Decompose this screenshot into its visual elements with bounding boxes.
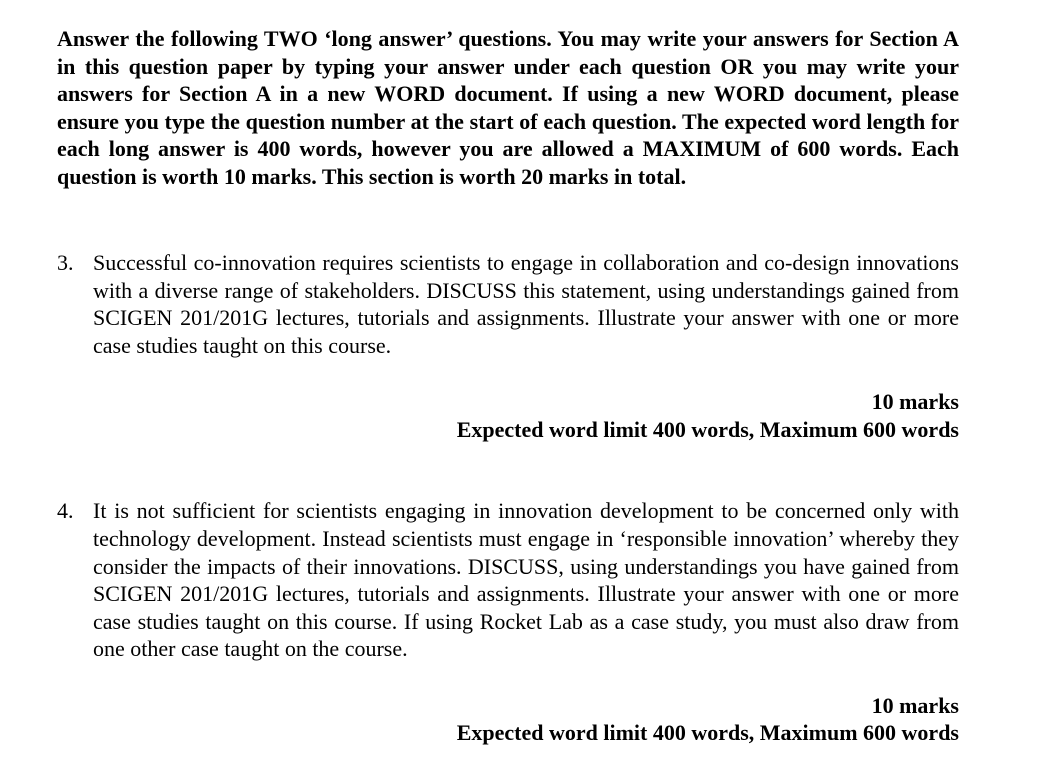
question-text: It is not sufficient for scientists engaging in innovation development to be concerned only with technology development. Instead scientists must engage in ‘responsible innovation’ whereby they consider the impacts of their innovations. DISCUSS, using understandings you have gained from SCIGEN 201/201G lectures, tutorials and assignments. Illustrate your answer with one or more case studies taught on this course. If using Rocket Lab as a case study, you must also draw from one other case taught on the course. bbox=[93, 498, 959, 662]
question-4-marks-block bbox=[57, 692, 959, 747]
word-limit-label: Expected word limit 400 words, Maximum 600 words bbox=[456, 720, 959, 746]
question-text: Successful co-innovation requires scientists to engage in collaboration and co-design innovations with a diverse range of stakeholders. DISCUSS this statement, using understandings gained from SCIGEN 201/201G lectures, tutorials and assignments. Illustrate your answer with one or more case studies taught on this course. bbox=[93, 250, 959, 358]
question-3 bbox=[57, 249, 959, 359]
exam-page bbox=[57, 25, 959, 747]
word-limit-label: Expected word limit 400 words, Maximum 600 words bbox=[456, 416, 959, 442]
question-4 bbox=[57, 497, 959, 663]
marks-label: 10 marks bbox=[871, 692, 959, 718]
section-instructions: Answer the following TWO ‘long answer’ questions. You may write your answers for Section A in this question paper by typing your answer under each question OR you may write your answers for Section A in a new WORD document. If using a new WORD document, please ensure you type the question number at the start of each question. The expected word length for each long answer is 400 words, however you are allowed a MAXIMUM of 600 words. Each question is worth 10 marks. This section is worth 20 marks in total. bbox=[57, 26, 959, 189]
question-number: 3. bbox=[57, 250, 74, 275]
marks-label: 10 marks bbox=[871, 389, 959, 415]
question-3-marks-block bbox=[57, 388, 959, 443]
question-number: 4. bbox=[57, 498, 74, 524]
